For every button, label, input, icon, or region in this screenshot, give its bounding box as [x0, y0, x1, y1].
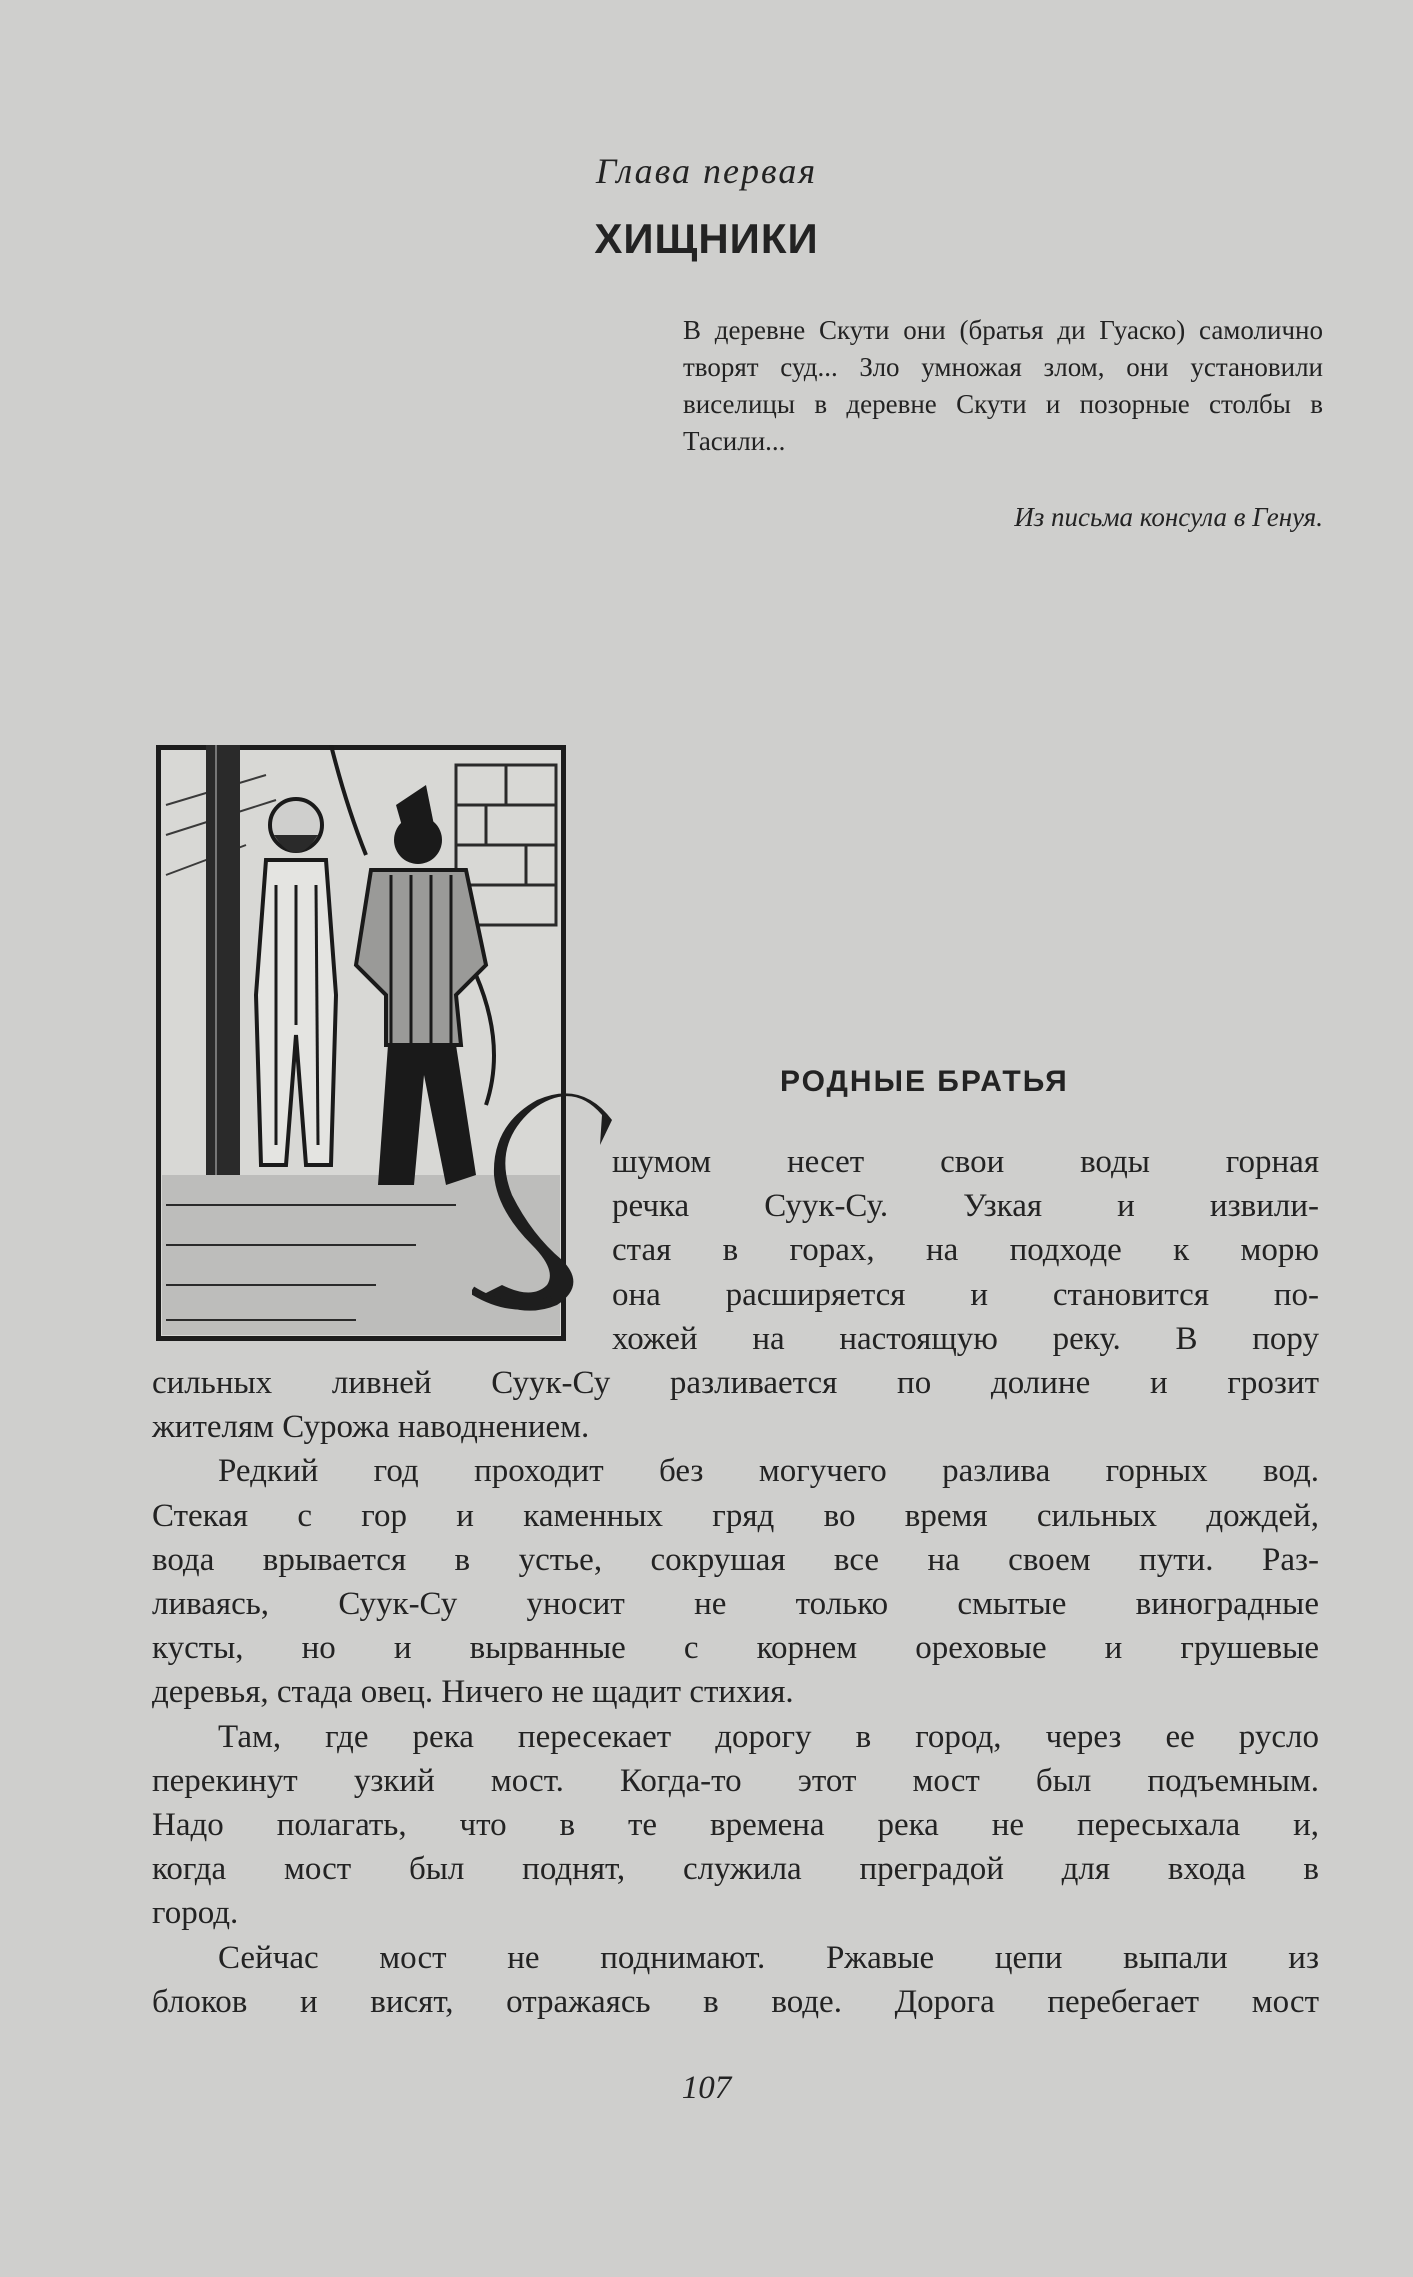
section-title: РОДНЫЕ БРАТЬЯ	[780, 1065, 1069, 1098]
text-line: Стекая с гор и каменных гряд во время сильных дождей,	[152, 1497, 1319, 1534]
chapter-title: ХИЩНИКИ	[594, 215, 819, 262]
text-line: когда мост был поднят, служила преградой для входа в	[152, 1851, 1319, 1888]
text-line: речка Суук-Су. Узкая и извили-	[612, 1188, 1319, 1225]
text-line: шумом несет свои воды горная	[612, 1144, 1319, 1180]
text-line: Надо полагать, что в те времена река не пересыхала и,	[152, 1807, 1319, 1843]
text-line: вода врывается в устье, сокрушая все на своем пути. Раз-	[152, 1541, 1319, 1578]
chapter-label: Глава первая	[595, 151, 818, 191]
text-line: блоков и висят, отражаясь в воде. Дорога перебегает мост	[152, 1983, 1319, 2020]
dropcap-letter	[472, 1085, 622, 1315]
text-line: Редкий год проходит без могучего разлива горных вод.	[218, 1453, 1319, 1490]
text-line: стая в горах, на подходе к морю	[612, 1232, 1319, 1269]
epigraph-source: Из письма консула в Генуя.	[1014, 502, 1323, 532]
text-line: Там, где река пересекает дорогу в город, через ее русло	[218, 1718, 1319, 1755]
text-line: кусты, но и вырванные с корнем ореховые и грушевые	[152, 1630, 1319, 1667]
text-line: деревья, стада овец. Ничего не щадит стихия.	[152, 1674, 794, 1711]
text-line: она расширяется и становится по-	[612, 1276, 1319, 1313]
text-line: перекинут узкий мост. Когда-то этот мост был подъемным.	[152, 1762, 1319, 1799]
epigraph-text: В деревне Скути они (братья ди Гуаско) самолично творят суд... Зло умножая злом, они установили виселицы в деревне Скути и позорные столбы в Тасили...	[683, 315, 1323, 456]
text-line: жителям Сурожа наводнением.	[152, 1409, 590, 1446]
text-line: хожей на настоящую реку. В пору	[612, 1320, 1319, 1357]
text-line: Сейчас мост не поднимают. Ржавые цепи выпали из	[218, 1939, 1319, 1976]
text-line: ливаясь, Суук-Су уносит не только смытые виноградные	[152, 1586, 1319, 1622]
text-line: город.	[152, 1895, 239, 1932]
text-line: сильных ливней Суук-Су разливается по долине и грозит	[152, 1365, 1319, 1401]
page-number: 107	[681, 2070, 732, 2106]
